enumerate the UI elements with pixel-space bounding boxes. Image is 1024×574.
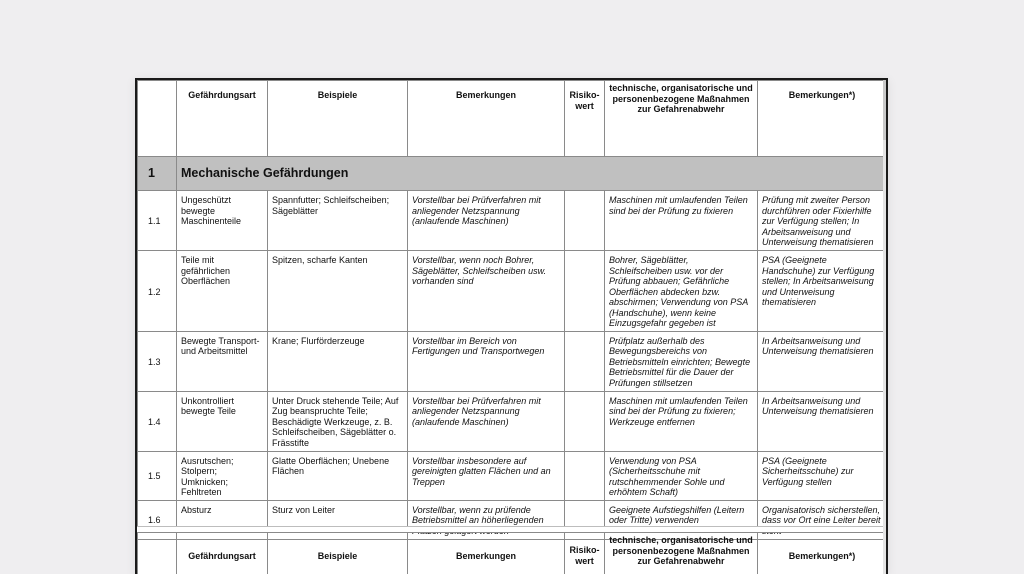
row-examples: Glatte Oberflächen; Unebene Flächen xyxy=(268,451,408,500)
header-risk-value: Risiko-wert xyxy=(565,533,605,574)
row-measures: Maschinen mit umlaufenden Teilen sind bei der Prüfung zu fixieren; Werkzeuge entfernen xyxy=(605,391,758,451)
row-hazard-type: Bewegte Transport- und Arbeitsmittel xyxy=(177,331,268,391)
header-number xyxy=(138,81,177,157)
table-header-row xyxy=(138,81,887,157)
header-risk-value: Risiko-wert xyxy=(565,81,605,157)
row-remarks2: In Arbeitsanweisung und Unterweisung thematisieren xyxy=(758,331,887,391)
scrollbar-track[interactable] xyxy=(883,80,886,574)
section-title: Mechanische Gefährdungen xyxy=(177,157,887,191)
header-measures: technische, organisatorische und personenbezogene Maßnahmen zur Gefahrenabwehr xyxy=(605,81,758,157)
section-row xyxy=(138,157,887,191)
table-row xyxy=(138,191,887,251)
hazard-table xyxy=(137,80,887,540)
row-remarks2: In Arbeitsanweisung und Unterweisung thematisieren xyxy=(758,391,887,451)
document-page xyxy=(135,78,888,574)
row-risk-value xyxy=(565,331,605,391)
table-row xyxy=(138,251,887,332)
row-examples: Sturz von Leiter xyxy=(268,500,408,539)
row-examples: Unter Druck stehende Teile; Auf Zug beanspruchte Teile; Beschädigte Werkzeuge, z. B. Schleifscheiben, Sägeblätter o. Frässtifte xyxy=(268,391,408,451)
header-measures: technische, organisatorische und personenbezogene Maßnahmen zur Gefahrenabwehr xyxy=(605,533,758,574)
row-hazard-type: Absturz xyxy=(177,500,268,539)
row-measures: Prüfplatz außerhalb des Bewegungsbereichs von Betriebsmitteln einrichten; Bewegte Betriebsmittel für die Dauer der Prüfungen stillsetzen xyxy=(605,331,758,391)
row-remarks: Vorstellbar, wenn noch Bohrer, Sägeblätter, Schleifscheiben usw. vorhanden sind xyxy=(408,251,565,332)
row-risk-value xyxy=(565,451,605,500)
table-row xyxy=(138,451,887,500)
row-hazard-type: Ausrutschen; Stolpern; Umknicken; Fehltreten xyxy=(177,451,268,500)
scrollbar-thumb[interactable] xyxy=(883,80,886,140)
row-examples: Spitzen, scharfe Kanten xyxy=(268,251,408,332)
row-remarks2: PSA (Geeignete Handschuhe) zur Verfügung stellen; In Arbeitsanweisung und Unterweisung thematisieren xyxy=(758,251,887,332)
row-examples: Spannfutter; Schleifscheiben; Sägeblätter xyxy=(268,191,408,251)
header-examples: Beispiele xyxy=(268,81,408,157)
header-examples: Beispiele xyxy=(268,533,408,574)
section-number: 1 xyxy=(138,157,177,191)
header-number xyxy=(138,533,177,574)
table-row xyxy=(138,331,887,391)
header-hazard-type: Gefährdungsart xyxy=(177,533,268,574)
header-remarks: Bemerkungen xyxy=(408,533,565,574)
row-measures: Bohrer, Sägeblätter, Schleifscheiben usw. vor der Prüfung abbauen; Gefährliche Oberflächen abdecken bzw. abschirmen; Verwendung von PSA (Handschuhe), wenn keine Einzugsgefahr gegeben ist xyxy=(605,251,758,332)
row-remarks: Vorstellbar, wenn zu prüfende Betriebsmittel an höherliegenden xyxy=(408,500,565,539)
repeated-header-table xyxy=(137,532,887,574)
row-number: 1.1 xyxy=(138,191,177,251)
row-examples: Krane; Flurförderzeuge xyxy=(268,331,408,391)
row-remarks2: Prüfung mit zweiter Person durchführen oder Fixierhilfe zur Verfügung stellen; In Arbeitsanweisung und Unterweisung thematisieren xyxy=(758,191,887,251)
row-remarks: Vorstellbar bei Prüfverfahren mit anliegender Netzspannung (anlaufende Maschinen) xyxy=(408,191,565,251)
repeated-header-row xyxy=(138,533,887,574)
row-measures: Verwendung von PSA (Sicherheitsschuhe mit rutschhemmender Sohle und erhöhtem Schaft) xyxy=(605,451,758,500)
row-measures: Geeignete Aufstiegshilfen (Leitern oder Tritte) verwenden xyxy=(605,500,758,539)
row-risk-value xyxy=(565,251,605,332)
header-hazard-type: Gefährdungsart xyxy=(177,81,268,157)
row-measures: Maschinen mit umlaufenden Teilen sind bei der Prüfung zu fixieren xyxy=(605,191,758,251)
row-number: 1.5 xyxy=(138,451,177,500)
row-hazard-type: Teile mit gefährlichen Oberflächen xyxy=(177,251,268,332)
row-remarks: Vorstellbar im Bereich von Fertigungen und Transportwegen xyxy=(408,331,565,391)
row-remarks2: PSA (Geeignete Sicherheitsschuhe) zur Verfügung stellen xyxy=(758,451,887,500)
header-remarks: Bemerkungen xyxy=(408,81,565,157)
header-remarks2: Bemerkungen*) xyxy=(758,81,887,157)
table-row xyxy=(138,391,887,451)
row-hazard-type: Unkontrolliert bewegte Teile xyxy=(177,391,268,451)
row-remarks: Vorstellbar bei Prüfverfahren mit anliegender Netzspannung (anlaufende Maschinen) xyxy=(408,391,565,451)
row-remarks: Vorstellbar insbesondere auf gereinigten glatten Flächen und an Treppen xyxy=(408,451,565,500)
row-number: 1.3 xyxy=(138,331,177,391)
row-number: 1.4 xyxy=(138,391,177,451)
row-number: 1.2 xyxy=(138,251,177,332)
row-risk-value xyxy=(565,391,605,451)
row-risk-value xyxy=(565,191,605,251)
header-remarks2: Bemerkungen*) xyxy=(758,533,887,574)
row-hazard-type: Ungeschützt bewegte Maschinenteile xyxy=(177,191,268,251)
row-number: 1.6 xyxy=(138,500,177,539)
row-remarks2: Organisatorisch sicherstellen, dass vor Ort eine Leiter bereit xyxy=(758,500,887,539)
